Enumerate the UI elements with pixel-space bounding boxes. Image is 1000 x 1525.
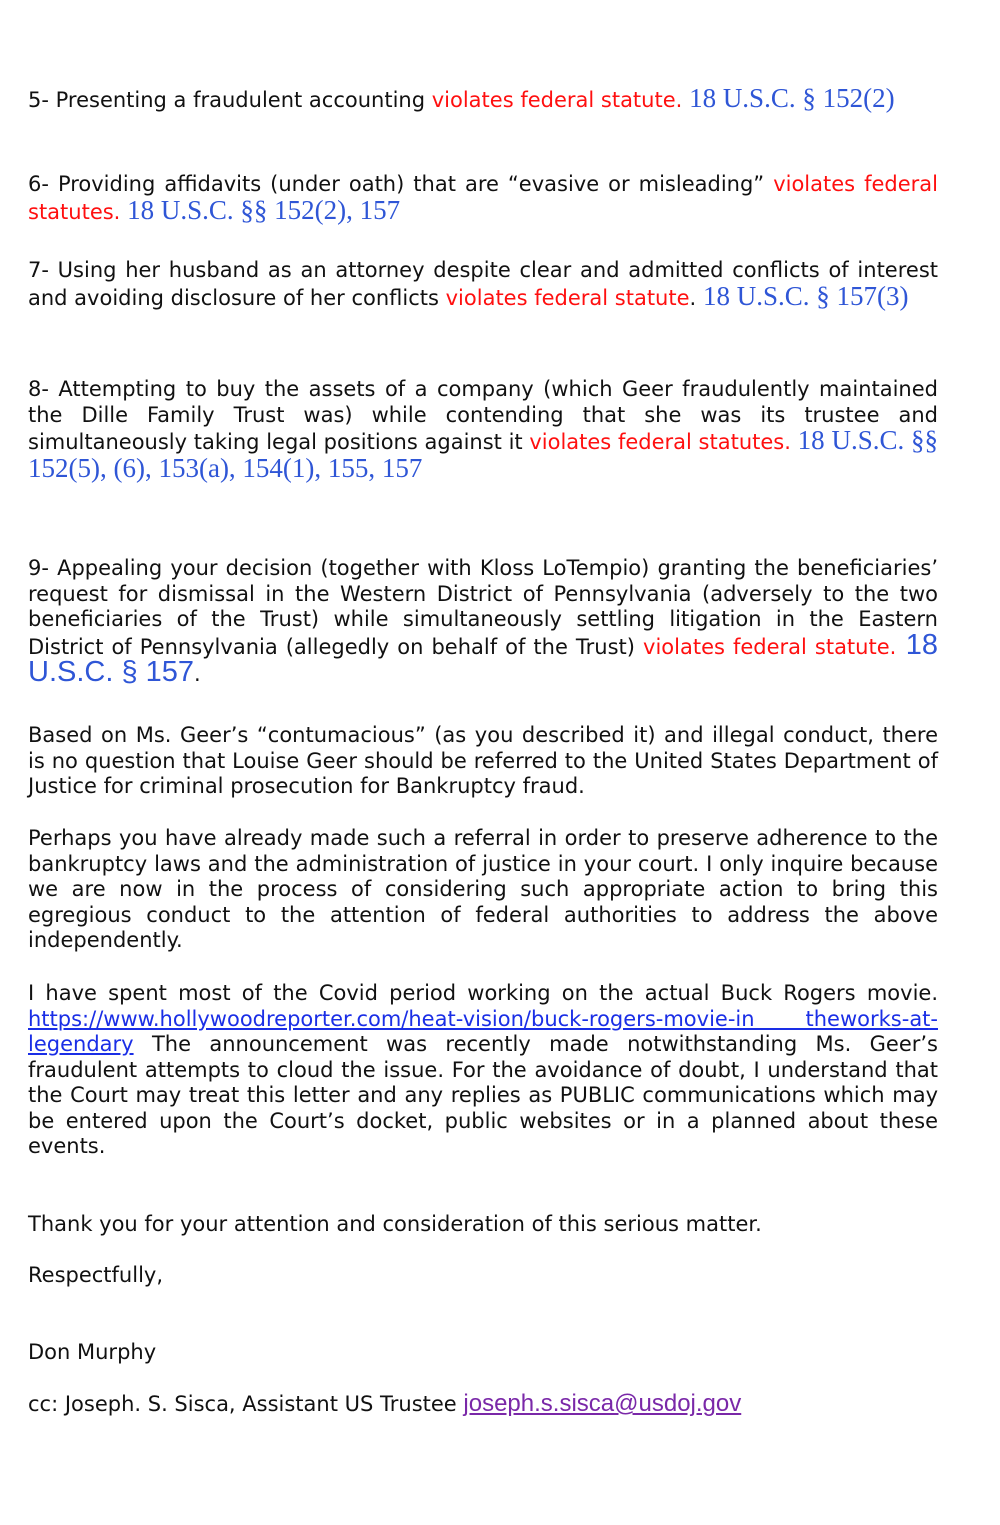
violation-text: violates federal statutes. xyxy=(28,172,939,224)
citation: 18 U.S.C. § 157(3) xyxy=(696,280,909,311)
item-7: 7- Using her husband as an attorney despite clear and admitted conflicts of interest and avoiding disclosure of her conflicts violates federal statute. 18 U.S.C. § 157(3) xyxy=(28,258,938,311)
citation: 18 U.S.C. § 152(2) xyxy=(682,83,895,113)
violation-text: violates federal statute. xyxy=(431,88,683,112)
citation: 18 U.S.C. § 157 xyxy=(28,628,938,688)
paragraph-thanks: Thank you for your attention and consideration of this serious matter. xyxy=(28,1212,762,1236)
violation-text: violates federal statute. xyxy=(643,634,897,659)
paragraph-perhaps: Perhaps you have already made such a referral in order to preserve adherence to the bankruptcy laws and the administration of justice in your court. I only inquire because we are now in the process of considering such appropriate action to bring this egregious conduct to the attention of federal authorities to address the above independently. xyxy=(28,826,938,952)
citation: 18 U.S.C. §§ 152(5), (6), 153(a), 154(1), 155, 157 xyxy=(28,425,938,483)
cc-email-link[interactable]: joseph.s.sisca@usdoj.gov xyxy=(463,1390,742,1417)
citation: 18 U.S.C. §§ 152(2), 157 xyxy=(120,194,401,225)
paragraph-based-on: Based on Ms. Geer’s “contumacious” (as you described it) and illegal conduct, there is no question that Louise Geer should be referred to the United States Department of Justice for criminal prosecution for Bankruptcy fraud. xyxy=(28,723,938,798)
item-6: 6- Providing affidavits (under oath) that are “evasive or misleading” violates federal statutes. 18 U.S.C. §§ 152(2), 157 xyxy=(28,172,939,225)
violation-text: violates federal statutes. xyxy=(529,430,791,454)
signature-name: Don Murphy xyxy=(28,1340,157,1364)
violation-text: violates federal statute xyxy=(445,285,690,310)
cc-line: cc: Joseph. S. Sisca, Assistant US Trustee joseph.s.sisca@usdoj.gov xyxy=(28,1390,742,1417)
item-5: 5- Presenting a fraudulent accounting violates federal statute. 18 U.S.C. § 152(2) xyxy=(28,83,895,113)
item-9: 9- Appealing your decision (together with Kloss LoTempio) granting the beneficiaries’ request for dismissal in the Western District of Pennsylvania (adversely to the two beneficiaries of the Trust) while simultaneously settling litigation in the Eastern District of Pennsylvania (allegedly on behalf of the Trust) violates federal statute. 18 U.S.C. § 157. xyxy=(28,556,938,688)
item-8: 8- Attempting to buy the assets of a company (which Geer fraudulently maintained the Dille Family Trust was) while contending that she was its trustee and simultaneously taking legal positions against it violates federal statutes. 18 U.S.C. §§ 152(5), (6), 153(a), 154(1), 155, 157 xyxy=(28,377,938,483)
salutation: Respectfully, xyxy=(28,1263,164,1287)
hollywood-reporter-link[interactable]: https://www.hollywoodreporter.com/heat-vision/buck-rogers-movie-in theworks-at-legendary xyxy=(28,1006,938,1056)
paragraph-covid: I have spent most of the Covid period working on the actual Buck Rogers movie. https://www.hollywoodreporter.com/heat-vision/buck-rogers-movie-in theworks-at-legendary The announcement was recently made notwithstanding Ms. Geer’s fraudulent attempts to cloud the issue. For the avoidance of doubt, I understand that the Court may treat this letter and any replies as PUBLIC communications which may be entered upon the Court’s docket, public websites or in a planned about these events. xyxy=(28,981,938,1158)
